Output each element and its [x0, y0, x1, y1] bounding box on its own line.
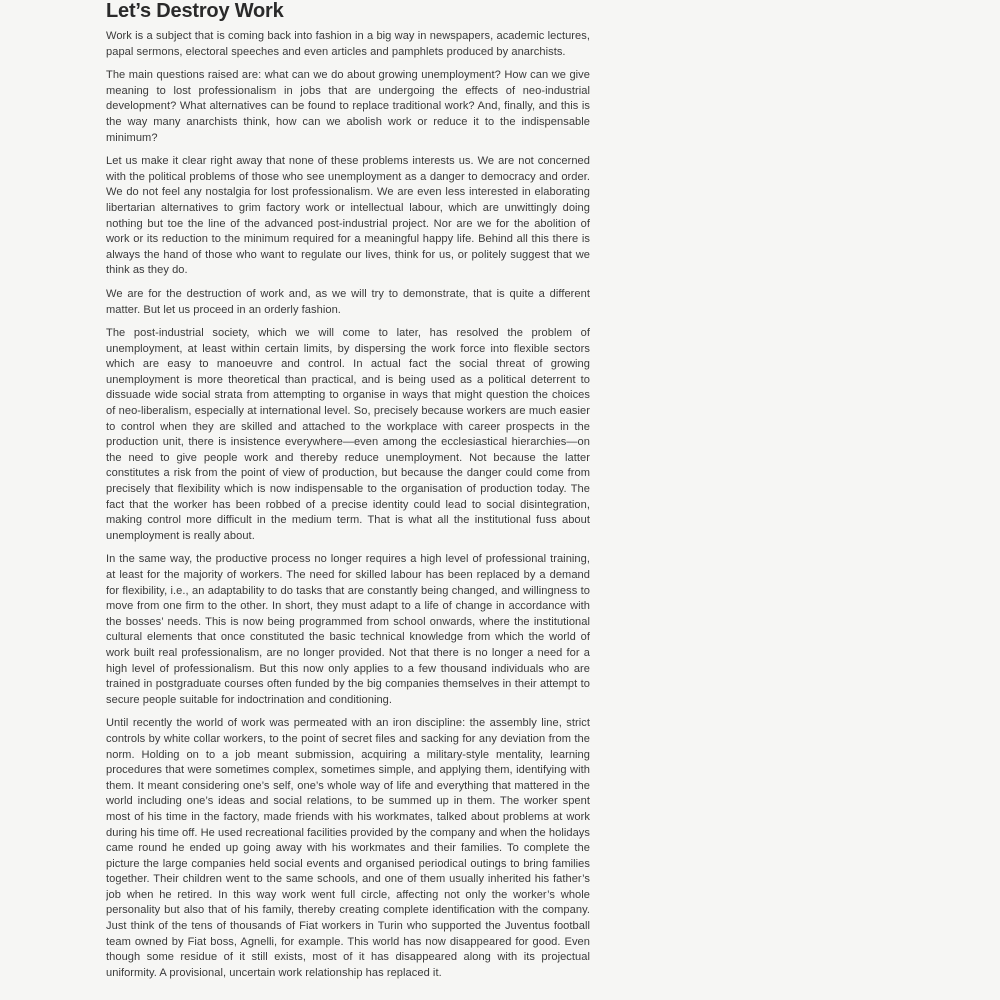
- article-paragraph-5: The post-industrial society, which we will come to later, has resolved the problem of unemployment, at least within certain limits, by dispersing the work force into flexible sectors which are easy to manoeuvre and control. In actual fact the social threat of growing unemployment is more theoretical than practical, and is being used as a political deterrent to dissuade wide social strata from attempting to organise in ways that might question the choices of neo-liberalism, especially at international level. So, precisely because workers are much easier to control when they are skilled and attached to the workplace with career prospects in the production unit, there is insistence everywhere—even among the ecclesiastical hierarchies—on the need to give people work and thereby reduce unemployment. Not because the latter constitutes a risk from the point of view of production, but because the danger could come from precisely that flexibility which is now indispensable to the organisation of production today. The fact that the worker has been robbed of a precise identity could lead to social disintegration, making control more difficult in the medium term. That is what all the institutional fuss about unemployment is really about.: [106, 327, 590, 542]
- article-paragraph-6: In the same way, the productive process no longer requires a high level of professional training, at least for the majority of workers. The need for skilled labour has been replaced by a demand for flexibility, i.e., an adaptability to do tasks that are constantly being changed, and willingness to move from one firm to the other. In short, they must adapt to a life of change in accordance with the bosses’ needs. This is now being programmed from school onwards, where the institutional cultural elements that once constituted the basic technical knowledge from which the world of work built real professionalism, are no longer provided. Not that there is no longer a need for a high level of professionalism. But this now only applies to a few thousand individuals who are trained in postgraduate courses often funded by the big companies themselves in their attempt to secure people suitable for indoctrination and conditioning.: [106, 553, 590, 706]
- article-page: [106, 0, 590, 1000]
- article-paragraph-2: The main questions raised are: what can we do about growing unemployment? How can we give meaning to lost professionalism in jobs that are undergoing the effects of neo-industrial development? What alternatives can be found to replace traditional work? And, finally, and this is the way many anarchists think, how can we abolish work or reduce it to the indispensable minimum?: [106, 69, 590, 144]
- article-paragraph-7: Until recently the world of work was permeated with an iron discipline: the assembly line, strict controls by white collar workers, to the point of secret files and sacking for any deviation from the norm. Holding on to a job meant submission, acquiring a military-style mentality, learning procedures that were sometimes complex, sometimes simple, and applying them, identifying with them. It meant considering one’s self, one’s whole way of life and everything that mattered in the world including one’s ideas and social relations, to be summed up in them. The worker spent most of his time in the factory, made friends with his workmates, talked about problems at work during his time off. He used recreational facilities provided by the company and when the holidays came round he ended up going away with his workmates and their families. To complete the picture the large companies held social events and organised periodical outings to bring families together. Their children went to the same schools, and one of them usually inherited his father’s job when he retired. In this way work went full circle, affecting not only the worker’s whole personality but also that of his family, thereby creating complete identification with the company. Just think of the tens of thousands of Fiat workers in Turin who supported the Juventus football team owned by Fiat boss, Agnelli, for example. This world has now disappeared for good. Even though some residue of it still exists, most of it has disappeared along with its projectual uniformity. A provisional, uncertain work relationship has replaced it.: [106, 717, 590, 979]
- article-title: Let’s Destroy Work: [106, 0, 284, 22]
- article-paragraph-1: Work is a subject that is coming back into fashion in a big way in newspapers, academic lectures, papal sermons, electoral speeches and even articles and pamphlets produced by anarchists.: [106, 30, 590, 58]
- article-paragraph-3: Let us make it clear right away that none of these problems interests us. We are not concerned with the political problems of those who see unemployment as a danger to democracy and order. We do not feel any nostalgia for lost professionalism. We are even less interested in elaborating libertarian alternatives to grim factory work or intellectual labour, which are unwittingly doing nothing but toe the line of the advanced post-industrial project. Nor are we for the abolition of work or its reduction to the minimum required for a meaningful happy life. Behind all this there is always the hand of those who want to regulate our lives, think for us, or politely suggest that we think as they do.: [106, 155, 590, 277]
- article-paragraph-4: We are for the destruction of work and, as we will try to demonstrate, that is quite a different matter. But let us proceed in an orderly fashion.: [106, 287, 590, 316]
